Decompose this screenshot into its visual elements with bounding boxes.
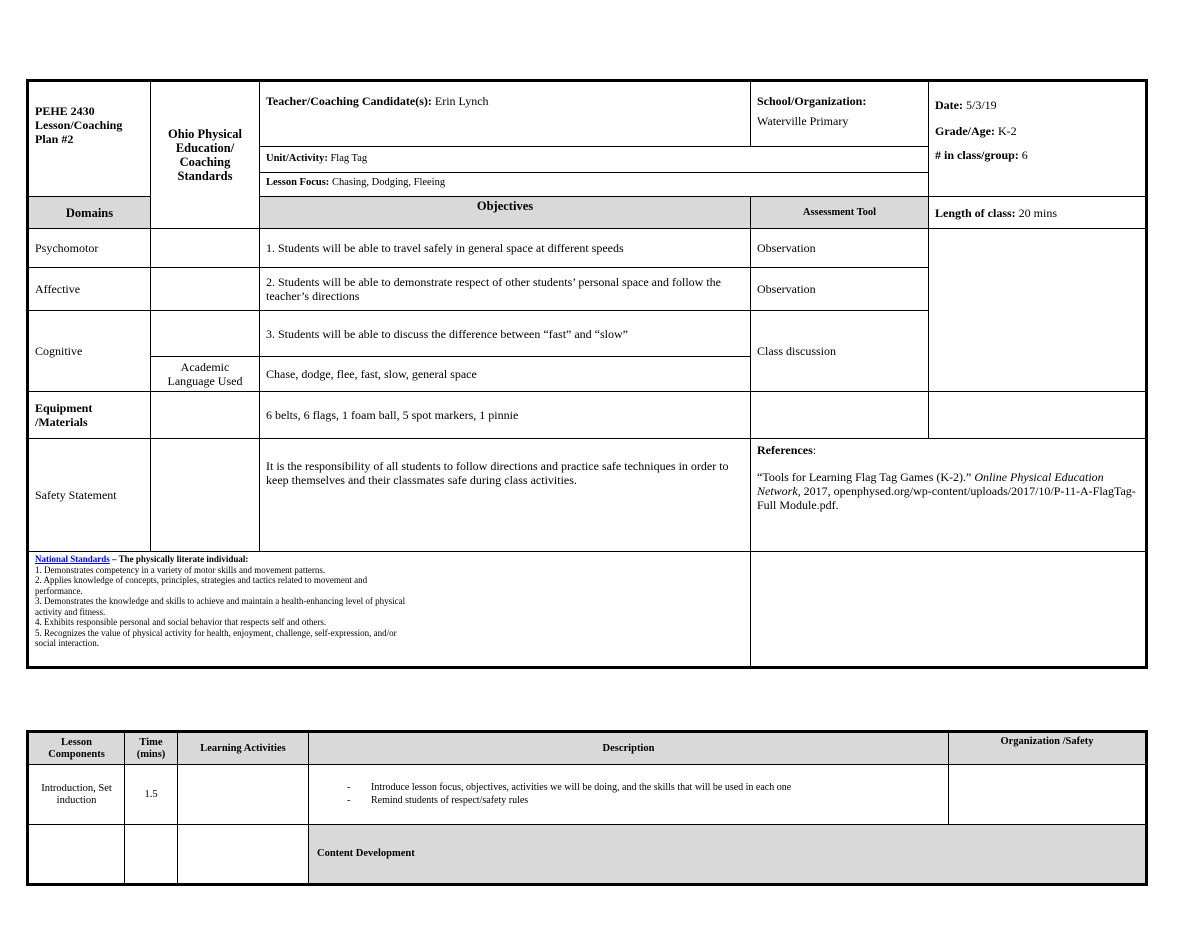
equipment-label: [28, 391, 151, 439]
safety-label-text: Safety Statement: [35, 488, 117, 502]
affective-objective: [259, 267, 751, 311]
grade-value: K-2: [997, 124, 1017, 138]
organization-header-text: Organization /Safety: [1000, 736, 1094, 747]
focus-cell: [259, 172, 929, 197]
intro-bullets: [343, 781, 948, 807]
psychomotor-assessment: [750, 228, 929, 268]
affective-domain: [28, 267, 151, 311]
focus-value: Chasing, Dodging, Fleeing: [331, 177, 446, 188]
equipment-label-text: Equipment /Materials: [35, 401, 93, 429]
time-header: [124, 732, 178, 765]
intro-description: [308, 764, 949, 825]
citation-title: “Tools for Learning Flag Tag Games (K-2).”: [757, 470, 975, 484]
class-value: 6: [1021, 148, 1028, 162]
objectives-header-text: Objectives: [476, 199, 534, 213]
unit-label: Unit/Activity:: [266, 153, 328, 164]
teacher-label: Teacher/Coaching Candidate(s):: [266, 94, 432, 108]
activities-header: [177, 732, 309, 765]
psychomotor-assessment-text: Observation: [757, 241, 816, 255]
intro-time: [124, 764, 178, 825]
school-cell: [750, 81, 929, 147]
intro-time-text: 1.5: [144, 788, 158, 800]
equipment-value-text: 6 belts, 6 flags, 1 foam ball, 5 spot markers, 1 pinnie: [266, 408, 519, 422]
content-component: [28, 824, 125, 884]
safety-standard: [150, 438, 260, 552]
standard-item: 4. Exhibits responsible personal and social behavior that respects self and others.: [35, 617, 327, 627]
standard-item: 1. Demonstrates competency in a variety of motor skills and movement patterns.: [35, 564, 326, 575]
affective-objective-text: 2. Students will be able to demonstrate respect of other students’ personal space and follow the teacher’s directions: [266, 275, 721, 303]
content-development-text: Content Development: [317, 848, 415, 859]
objectives-header: [259, 196, 751, 229]
academic-language-label: [150, 356, 260, 392]
length-cell: [928, 196, 1146, 229]
psychomotor-objective-text: 1. Students will be able to travel safely in general space at different speeds: [266, 241, 624, 255]
academic-language-value-text: Chase, dodge, flee, fast, slow, general space: [266, 367, 477, 381]
length-label: Length of class:: [935, 205, 1016, 220]
school-value: Waterville Primary: [757, 114, 849, 128]
teacher-value: Erin Lynch: [434, 94, 489, 108]
unit-cell: [259, 146, 929, 173]
citation-publisher: Online Physical Education Network,: [757, 470, 1104, 498]
intro-bullet: - Introduce lesson focus, objectives, activities we will be doing, and the skills that will be used in each one: [343, 781, 948, 794]
equipment-extra: [928, 391, 1146, 439]
class-label: # in class/group:: [935, 148, 1019, 162]
grade-label: Grade/Age:: [935, 124, 995, 138]
standards-title-text: Ohio Physical Education/ Coaching Standards: [168, 127, 242, 183]
intro-component: [28, 764, 125, 825]
time-header-text: Time (mins): [136, 736, 166, 760]
references-label: References: [757, 443, 813, 457]
standard-item: 3. Demonstrates the knowledge and skills to achieve and maintain a health-enhancing level of physical activity and fitness.: [35, 596, 406, 617]
course-title-text: PEHE 2430 Lesson/Coaching Plan #2: [35, 104, 123, 146]
equipment-value: [259, 391, 751, 439]
citation-url: 2017, openphysed.org/wp-content/uploads/2017/10/P-11-A-FlagTag-Full Module.pdf.: [757, 484, 1136, 512]
affective-assessment-text: Observation: [757, 282, 816, 296]
cognitive-standard: [150, 310, 260, 357]
academic-language-label-text: Academic Language Used: [167, 360, 243, 388]
description-header: [308, 732, 949, 765]
domains-header: [28, 196, 151, 229]
length-body-cell: [928, 228, 1146, 392]
academic-language-value: [259, 356, 751, 392]
teacher-cell: [259, 81, 751, 147]
intro-organization: [948, 764, 1146, 825]
content-development-banner: [308, 824, 1146, 884]
components-header-text: Lesson Components: [48, 736, 105, 760]
cognitive-domain-text: Cognitive: [35, 344, 83, 358]
equipment-standard: [150, 391, 260, 439]
domains-header-text: Domains: [65, 205, 114, 220]
national-standards-link[interactable]: National Standards: [35, 554, 110, 564]
cognitive-objective-text: 3. Students will be able to discuss the difference between “fast” and “slow”: [266, 326, 628, 341]
assessment-header: [750, 196, 929, 229]
psychomotor-standard: [150, 228, 260, 268]
intro-activities: [177, 764, 309, 825]
safety-label: [28, 438, 151, 552]
psychomotor-domain-text: Psychomotor: [35, 241, 99, 255]
affective-standard: [150, 267, 260, 311]
affective-domain-text: Affective: [35, 282, 81, 296]
psychomotor-domain: [28, 228, 151, 268]
organization-header: [948, 732, 1146, 765]
description-header-text: Description: [602, 742, 655, 754]
intro-component-text: Introduction, Set induction: [41, 782, 112, 806]
national-standards-side: [750, 551, 1146, 667]
date-value: 5/3/19: [965, 98, 997, 112]
safety-value-text: It is the responsibility of all students to follow directions and practice safe techniques in order to keep themselves and their classmates safe during class activities.: [266, 459, 729, 487]
cognitive-assessment-text: Class discussion: [757, 344, 837, 358]
equipment-assessment: [750, 391, 929, 439]
national-standards-cell: [28, 551, 751, 667]
cognitive-domain: [28, 310, 151, 392]
school-label: School/Organization:: [757, 94, 867, 108]
unit-value: Flag Tag: [330, 153, 368, 164]
cognitive-assessment: [750, 310, 929, 392]
references-cell: References: “Tools for Learning Flag Tag Games (K-2).” Online Physical Education Network, 2017, openphysed.org/wp-content/uploads/2017/10/P-11-A-FlagTag-Full Module.pdf.: [750, 438, 1146, 552]
date-label: Date:: [935, 98, 963, 112]
components-header: [28, 732, 125, 765]
national-standards-heading: – The physically literate individual:: [109, 554, 249, 564]
content-time: [124, 824, 178, 884]
focus-label: Lesson Focus:: [266, 177, 330, 188]
length-value: 20 mins: [1018, 205, 1058, 220]
date-grade-cell: [928, 81, 1146, 197]
psychomotor-objective: [259, 228, 751, 268]
course-title: [28, 81, 151, 197]
standard-item: 5. Recognizes the value of physical activity for health, enjoyment, challenge, self-expression, and/or social interaction.: [35, 627, 397, 648]
standards-title: [150, 81, 260, 229]
content-activities: [177, 824, 309, 884]
standard-item: 2. Applies knowledge of concepts, principles, strategies and tactics related to movement and performance.: [35, 575, 368, 596]
activities-header-text: Learning Activities: [200, 742, 286, 754]
intro-bullet: - Remind students of respect/safety rules: [343, 794, 948, 807]
cognitive-objective: [259, 310, 751, 357]
affective-assessment: [750, 267, 929, 311]
safety-value: [259, 438, 751, 552]
assessment-header-text: Assessment Tool: [802, 206, 877, 218]
